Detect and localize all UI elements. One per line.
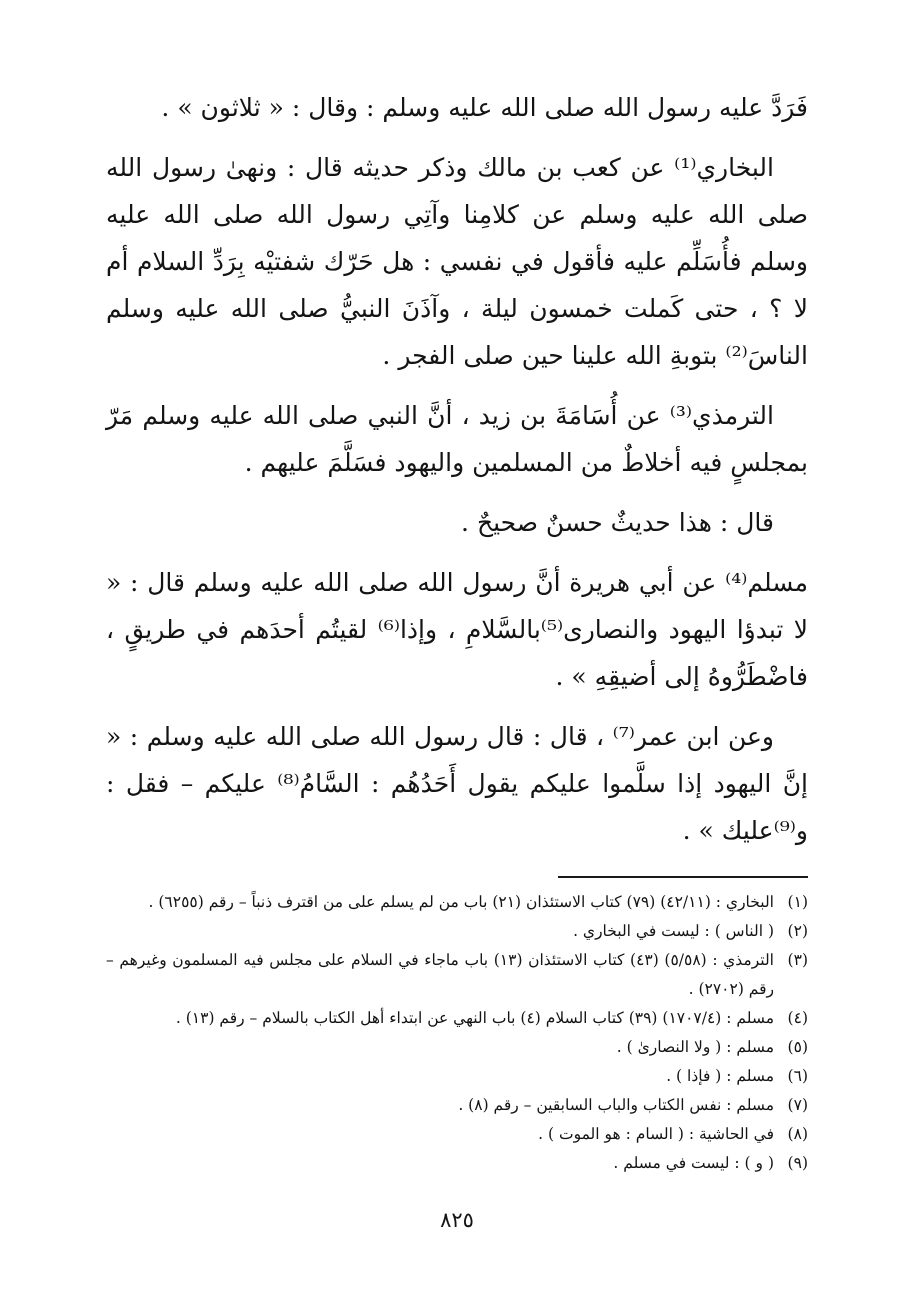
footnote-text: ( و ) : ليست في مسلم . — [613, 1154, 774, 1172]
footnote — [106, 946, 808, 1004]
footnote — [106, 1120, 808, 1149]
footnote — [106, 1149, 808, 1178]
footnote-text: ( الناس ) : ليست في البخاري . — [573, 922, 774, 940]
paragraph: قال : هذا حديثٌ حسنٌ صحيحٌ . — [461, 508, 774, 537]
footnote-text: مسلم : نفس الكتاب والباب السابقين – رقم (٨) . — [458, 1096, 774, 1114]
footnote-number: (٢) — [787, 922, 808, 940]
footnote-text: البخاري : (٤٢/١١) (٧٩) كتاب الاستئذان (٢١) باب من لم يسلم على من اقترف ذنباً – رقم (٦٢٥٥) . — [148, 893, 774, 911]
footnote-text: في الحاشية : ( السام : هو الموت ) . — [538, 1125, 774, 1143]
page-content — [106, 84, 808, 1178]
footnote-text: مسلم : (١٧٠٧/٤) (٣٩) كتاب السلام (٤) باب النهي عن ابتداء أهل الكتاب بالسلام – رقم (١٣) . — [175, 1009, 774, 1027]
footnote-number: (٨) — [787, 1125, 808, 1143]
footnote-number: (٣) — [787, 951, 808, 969]
footnote-number: (٦) — [787, 1067, 808, 1085]
footnote — [106, 1062, 808, 1091]
main-text — [106, 84, 808, 854]
footnote — [106, 1091, 808, 1120]
footnote-text: مسلم : ( فإذا ) . — [666, 1067, 774, 1085]
footnote-number: (١) — [787, 893, 808, 911]
footnote-separator — [558, 876, 808, 878]
paragraph: الترمذي⁽³⁾ عن أُسَامَةَ بن زيد ، أنَّ النبي صلى الله عليه وسلم مَرّ بمجلسٍ فيه أخلاطٌ من المسلمين واليهود فسَلَّمَ عليهم . — [106, 401, 808, 477]
paragraph: مسلم⁽⁴⁾ عن أبي هريرة أنَّ رسول الله صلى الله عليه وسلم قال : « لا تبدؤا اليهود والنصارى⁽⁵⁾بالسَّلامِ ، وإذا⁽⁶⁾ لقيتُم أحدَهم في طريقٍ ، فاضْطَرُّوهُ إلى أضيقِهِ » . — [106, 568, 808, 691]
paragraph: البخاري⁽¹⁾ عن كعب بن مالك وذكر حديثه قال : ونهىٰ رسول الله صلى الله عليه وسلم عن كلامِنا وآتِي رسول الله صلى الله عليه وسلم فأُسَلِّم عليه فأقول في نفسي : هل حَرّك شفتيْه بِرَدِّ السلام أم لا ؟ ، حتى كَملت خمسون ليلة ، وآذَنَ النبيُّ صلى الله عليه وسلم الناسَ⁽²⁾ بتوبةِ الله علينا حين صلى الفجر . — [106, 153, 808, 370]
footnote-text: مسلم : ( ولا النصارىٰ ) . — [616, 1038, 774, 1056]
footnote-text: الترمذي : (٥/٥٨) (٤٣) كتاب الاستئذان (١٣) باب ماجاء في السلام على مجلس فيه المسلمون وغيرهم – رقم (٢٧٠٢) . — [106, 951, 774, 998]
footnote-number: (٧) — [787, 1096, 808, 1114]
page-number: ٨٢٥ — [440, 1208, 474, 1232]
footnote — [106, 1004, 808, 1033]
footnote — [106, 1033, 808, 1062]
footnote — [106, 888, 808, 917]
paragraph: فَرَدَّ عليه رسول الله صلى الله عليه وسلم : وقال : « ثلاثون » . — [161, 93, 808, 122]
paragraph: وعن ابن عمر⁽⁷⁾ ، قال : قال رسول الله صلى الله عليه وسلم : « إنَّ اليهود إذا سلَّموا عليكم يقول أَحَدُهُم : السَّامُ⁽⁸⁾ عليكم – فقل : و⁽⁹⁾عليك » . — [106, 722, 809, 845]
footnote-number: (٤) — [787, 1009, 808, 1027]
footnote — [106, 917, 808, 946]
footnote-number: (٥) — [787, 1038, 808, 1056]
footnote-number: (٩) — [787, 1154, 808, 1172]
footnotes — [106, 888, 808, 1178]
